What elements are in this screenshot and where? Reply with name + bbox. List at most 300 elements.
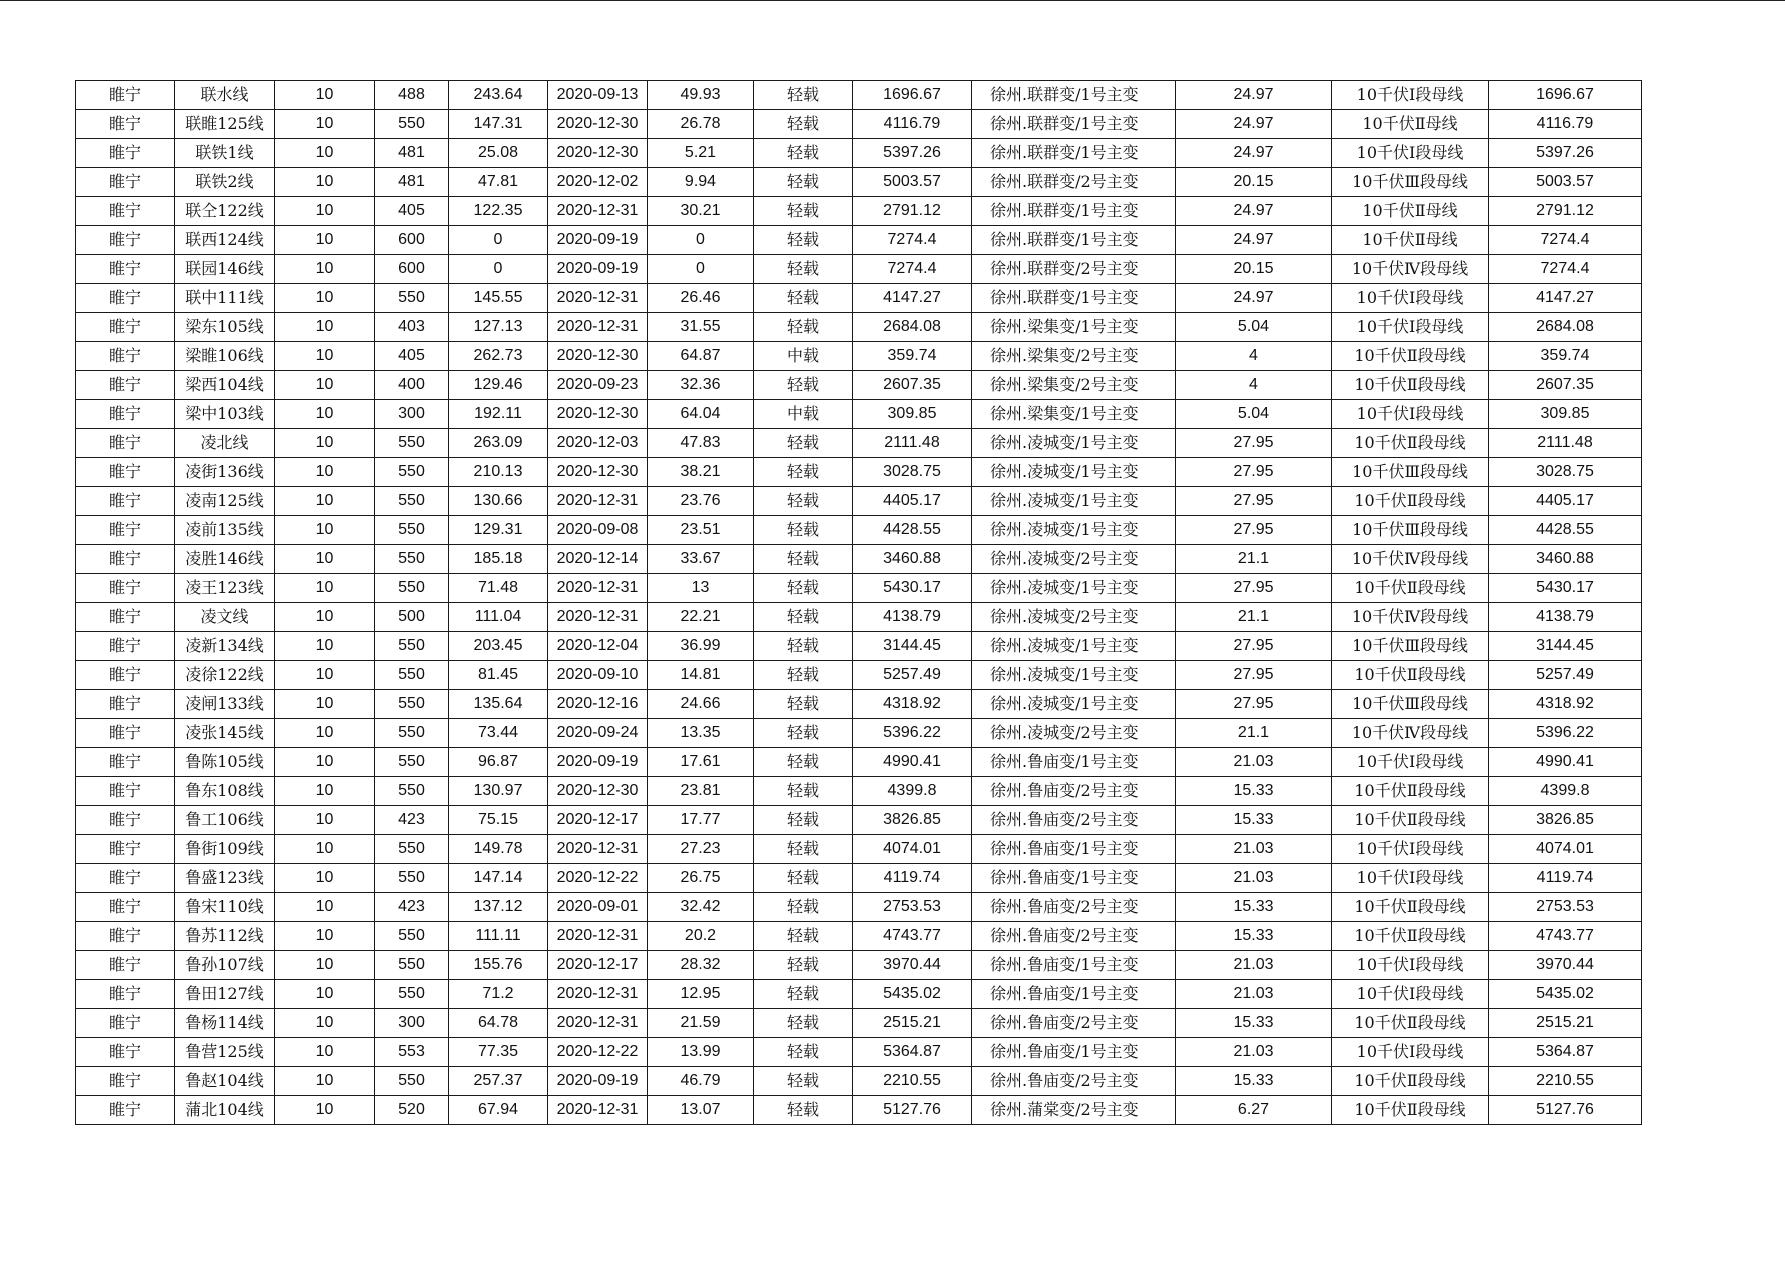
rated-current-cell: 600: [375, 226, 449, 255]
line-name-cell: 梁睢106线: [175, 342, 275, 371]
load-rate-cell: 49.93: [648, 81, 754, 110]
substation-transformer-cell: 徐州.梁集变/1号主变: [972, 313, 1176, 342]
substation-transformer-cell: 徐州.联群变/1号主变: [972, 284, 1176, 313]
max-current-cell: 0: [449, 255, 548, 284]
load-rate-cell: 22.21: [648, 603, 754, 632]
county-cell: 睢宁: [76, 922, 175, 951]
rated-current-cell: 553: [375, 1038, 449, 1067]
rated-current-cell: 550: [375, 922, 449, 951]
substation-transformer-cell: 徐州.鲁庙变/2号主变: [972, 777, 1176, 806]
capacity-cell: 3826.85: [1489, 806, 1642, 835]
line-name-cell: 凌张145线: [175, 719, 275, 748]
load-status-cell: 轻载: [754, 429, 853, 458]
transformer-load-rate-cell: 27.95: [1176, 690, 1332, 719]
load-rate-cell: 26.78: [648, 110, 754, 139]
date-cell: 2020-12-31: [548, 980, 648, 1009]
load-status-cell: 轻载: [754, 922, 853, 951]
substation-transformer-cell: 徐州.梁集变/1号主变: [972, 400, 1176, 429]
load-status-cell: 轻载: [754, 197, 853, 226]
capacity-cell: 2111.48: [1489, 429, 1642, 458]
county-cell: 睢宁: [76, 313, 175, 342]
load-status-cell: 轻载: [754, 1067, 853, 1096]
voltage-cell: 10: [275, 1038, 375, 1067]
date-cell: 2020-12-31: [548, 574, 648, 603]
county-cell: 睢宁: [76, 400, 175, 429]
transformer-load-rate-cell: 27.95: [1176, 429, 1332, 458]
rated-current-cell: 520: [375, 1096, 449, 1125]
county-cell: 睢宁: [76, 284, 175, 313]
transformer-load-rate-cell: 15.33: [1176, 806, 1332, 835]
capacity-cell: 5396.22: [1489, 719, 1642, 748]
transformer-load-rate-cell: 15.33: [1176, 922, 1332, 951]
rated-current-cell: 423: [375, 806, 449, 835]
max-current-cell: 111.04: [449, 603, 548, 632]
transformer-load-rate-cell: 24.97: [1176, 81, 1332, 110]
voltage-cell: 10: [275, 748, 375, 777]
max-current-cell: 111.11: [449, 922, 548, 951]
available-capacity-cell: 7274.4: [853, 255, 972, 284]
date-cell: 2020-12-31: [548, 922, 648, 951]
voltage-cell: 10: [275, 487, 375, 516]
substation-transformer-cell: 徐州.梁集变/2号主变: [972, 371, 1176, 400]
busbar-cell: 10千伏Ⅱ段母线: [1332, 1009, 1489, 1038]
rated-current-cell: 550: [375, 516, 449, 545]
table-row: [76, 516, 1642, 545]
date-cell: 2020-12-31: [548, 487, 648, 516]
available-capacity-cell: 2210.55: [853, 1067, 972, 1096]
busbar-cell: 10千伏Ⅲ段母线: [1332, 168, 1489, 197]
rated-current-cell: 481: [375, 168, 449, 197]
county-cell: 睢宁: [76, 487, 175, 516]
max-current-cell: 130.66: [449, 487, 548, 516]
max-current-cell: 145.55: [449, 284, 548, 313]
date-cell: 2020-09-10: [548, 661, 648, 690]
county-cell: 睢宁: [76, 371, 175, 400]
available-capacity-cell: 5435.02: [853, 980, 972, 1009]
date-cell: 2020-12-31: [548, 197, 648, 226]
county-cell: 睢宁: [76, 835, 175, 864]
available-capacity-cell: 5257.49: [853, 661, 972, 690]
voltage-cell: 10: [275, 110, 375, 139]
busbar-cell: 10千伏Ⅱ段母线: [1332, 777, 1489, 806]
substation-transformer-cell: 徐州.鲁庙变/2号主变: [972, 893, 1176, 922]
capacity-cell: 3028.75: [1489, 458, 1642, 487]
available-capacity-cell: 3028.75: [853, 458, 972, 487]
load-status-cell: 轻载: [754, 632, 853, 661]
busbar-cell: 10千伏Ⅰ段母线: [1332, 951, 1489, 980]
capacity-cell: 2607.35: [1489, 371, 1642, 400]
max-current-cell: 155.76: [449, 951, 548, 980]
line-name-cell: 凌王123线: [175, 574, 275, 603]
load-status-cell: 轻载: [754, 139, 853, 168]
county-cell: 睢宁: [76, 81, 175, 110]
table-row: [76, 284, 1642, 313]
table-row: [76, 661, 1642, 690]
table-row: [76, 1009, 1642, 1038]
date-cell: 2020-12-31: [548, 1096, 648, 1125]
substation-transformer-cell: 徐州.鲁庙变/1号主变: [972, 835, 1176, 864]
available-capacity-cell: 2607.35: [853, 371, 972, 400]
load-rate-cell: 20.2: [648, 922, 754, 951]
date-cell: 2020-12-30: [548, 342, 648, 371]
transformer-load-rate-cell: 24.97: [1176, 226, 1332, 255]
available-capacity-cell: 2515.21: [853, 1009, 972, 1038]
max-current-cell: 130.97: [449, 777, 548, 806]
transformer-load-rate-cell: 27.95: [1176, 632, 1332, 661]
load-status-cell: 轻载: [754, 168, 853, 197]
date-cell: 2020-12-30: [548, 400, 648, 429]
busbar-cell: 10千伏Ⅰ段母线: [1332, 400, 1489, 429]
voltage-cell: 10: [275, 81, 375, 110]
voltage-cell: 10: [275, 429, 375, 458]
rated-current-cell: 488: [375, 81, 449, 110]
line-name-cell: 鲁工106线: [175, 806, 275, 835]
rated-current-cell: 550: [375, 864, 449, 893]
capacity-cell: 1696.67: [1489, 81, 1642, 110]
load-rate-cell: 32.36: [648, 371, 754, 400]
capacity-cell: 4318.92: [1489, 690, 1642, 719]
busbar-cell: 10千伏Ⅰ段母线: [1332, 81, 1489, 110]
busbar-cell: 10千伏Ⅰ段母线: [1332, 835, 1489, 864]
substation-transformer-cell: 徐州.凌城变/1号主变: [972, 632, 1176, 661]
busbar-cell: 10千伏Ⅱ母线: [1332, 197, 1489, 226]
line-name-cell: 鲁孙107线: [175, 951, 275, 980]
load-rate-cell: 13.99: [648, 1038, 754, 1067]
transformer-load-rate-cell: 24.97: [1176, 110, 1332, 139]
substation-transformer-cell: 徐州.鲁庙变/1号主变: [972, 951, 1176, 980]
rated-current-cell: 481: [375, 139, 449, 168]
available-capacity-cell: 3826.85: [853, 806, 972, 835]
county-cell: 睢宁: [76, 516, 175, 545]
substation-transformer-cell: 徐州.鲁庙变/2号主变: [972, 1009, 1176, 1038]
line-name-cell: 鲁苏112线: [175, 922, 275, 951]
county-cell: 睢宁: [76, 690, 175, 719]
voltage-cell: 10: [275, 1096, 375, 1125]
substation-transformer-cell: 徐州.凌城变/1号主变: [972, 574, 1176, 603]
busbar-cell: 10千伏Ⅱ段母线: [1332, 574, 1489, 603]
available-capacity-cell: 4138.79: [853, 603, 972, 632]
rated-current-cell: 550: [375, 284, 449, 313]
transformer-load-rate-cell: 21.03: [1176, 980, 1332, 1009]
transformer-load-rate-cell: 21.03: [1176, 864, 1332, 893]
busbar-cell: 10千伏Ⅱ段母线: [1332, 487, 1489, 516]
feeder-load-table: [75, 80, 1642, 1125]
capacity-cell: 309.85: [1489, 400, 1642, 429]
table-row: [76, 951, 1642, 980]
load-status-cell: 轻载: [754, 574, 853, 603]
load-rate-cell: 26.46: [648, 284, 754, 313]
voltage-cell: 10: [275, 226, 375, 255]
voltage-cell: 10: [275, 632, 375, 661]
rated-current-cell: 400: [375, 371, 449, 400]
max-current-cell: 75.15: [449, 806, 548, 835]
load-status-cell: 轻载: [754, 661, 853, 690]
transformer-load-rate-cell: 24.97: [1176, 284, 1332, 313]
capacity-cell: 3144.45: [1489, 632, 1642, 661]
load-rate-cell: 32.42: [648, 893, 754, 922]
table-row: [76, 81, 1642, 110]
substation-transformer-cell: 徐州.联群变/2号主变: [972, 255, 1176, 284]
busbar-cell: 10千伏Ⅱ段母线: [1332, 342, 1489, 371]
substation-transformer-cell: 徐州.凌城变/1号主变: [972, 458, 1176, 487]
substation-transformer-cell: 徐州.鲁庙变/1号主变: [972, 864, 1176, 893]
load-status-cell: 轻载: [754, 835, 853, 864]
table-row: [76, 603, 1642, 632]
county-cell: 睢宁: [76, 545, 175, 574]
county-cell: 睢宁: [76, 806, 175, 835]
voltage-cell: 10: [275, 284, 375, 313]
substation-transformer-cell: 徐州.凌城变/1号主变: [972, 487, 1176, 516]
transformer-load-rate-cell: 4: [1176, 371, 1332, 400]
line-name-cell: 梁东105线: [175, 313, 275, 342]
available-capacity-cell: 5127.76: [853, 1096, 972, 1125]
substation-transformer-cell: 徐州.凌城变/1号主变: [972, 661, 1176, 690]
load-status-cell: 中载: [754, 400, 853, 429]
transformer-load-rate-cell: 27.95: [1176, 661, 1332, 690]
substation-transformer-cell: 徐州.鲁庙变/2号主变: [972, 1067, 1176, 1096]
load-rate-cell: 14.81: [648, 661, 754, 690]
busbar-cell: 10千伏Ⅱ段母线: [1332, 371, 1489, 400]
line-name-cell: 鲁东108线: [175, 777, 275, 806]
load-status-cell: 轻载: [754, 110, 853, 139]
load-rate-cell: 31.55: [648, 313, 754, 342]
table-row: [76, 864, 1642, 893]
capacity-cell: 359.74: [1489, 342, 1642, 371]
line-name-cell: 凌南125线: [175, 487, 275, 516]
voltage-cell: 10: [275, 864, 375, 893]
capacity-cell: 4990.41: [1489, 748, 1642, 777]
load-rate-cell: 64.04: [648, 400, 754, 429]
substation-transformer-cell: 徐州.凌城变/2号主变: [972, 545, 1176, 574]
line-name-cell: 鲁田127线: [175, 980, 275, 1009]
voltage-cell: 10: [275, 777, 375, 806]
rated-current-cell: 550: [375, 980, 449, 1009]
load-status-cell: 轻载: [754, 748, 853, 777]
substation-transformer-cell: 徐州.凌城变/2号主变: [972, 719, 1176, 748]
busbar-cell: 10千伏Ⅳ段母线: [1332, 255, 1489, 284]
county-cell: 睢宁: [76, 458, 175, 487]
date-cell: 2020-12-31: [548, 1009, 648, 1038]
county-cell: 睢宁: [76, 980, 175, 1009]
available-capacity-cell: 3144.45: [853, 632, 972, 661]
table-row: [76, 835, 1642, 864]
date-cell: 2020-12-30: [548, 777, 648, 806]
date-cell: 2020-09-19: [548, 748, 648, 777]
substation-transformer-cell: 徐州.鲁庙变/1号主变: [972, 1038, 1176, 1067]
busbar-cell: 10千伏Ⅰ段母线: [1332, 313, 1489, 342]
busbar-cell: 10千伏Ⅳ段母线: [1332, 545, 1489, 574]
county-cell: 睢宁: [76, 1067, 175, 1096]
busbar-cell: 10千伏Ⅱ母线: [1332, 110, 1489, 139]
load-rate-cell: 13.07: [648, 1096, 754, 1125]
transformer-load-rate-cell: 24.97: [1176, 197, 1332, 226]
transformer-load-rate-cell: 21.1: [1176, 603, 1332, 632]
busbar-cell: 10千伏Ⅳ段母线: [1332, 719, 1489, 748]
rated-current-cell: 550: [375, 719, 449, 748]
table-row: [76, 313, 1642, 342]
county-cell: 睢宁: [76, 777, 175, 806]
available-capacity-cell: 5397.26: [853, 139, 972, 168]
voltage-cell: 10: [275, 951, 375, 980]
max-current-cell: 0: [449, 226, 548, 255]
rated-current-cell: 550: [375, 487, 449, 516]
busbar-cell: 10千伏Ⅰ段母线: [1332, 284, 1489, 313]
line-name-cell: 联园146线: [175, 255, 275, 284]
voltage-cell: 10: [275, 516, 375, 545]
date-cell: 2020-09-01: [548, 893, 648, 922]
transformer-load-rate-cell: 27.95: [1176, 487, 1332, 516]
table-row: [76, 922, 1642, 951]
rated-current-cell: 550: [375, 951, 449, 980]
voltage-cell: 10: [275, 893, 375, 922]
transformer-load-rate-cell: 27.95: [1176, 574, 1332, 603]
line-name-cell: 凌前135线: [175, 516, 275, 545]
max-current-cell: 122.35: [449, 197, 548, 226]
county-cell: 睢宁: [76, 255, 175, 284]
voltage-cell: 10: [275, 719, 375, 748]
available-capacity-cell: 2753.53: [853, 893, 972, 922]
load-rate-cell: 38.21: [648, 458, 754, 487]
date-cell: 2020-12-31: [548, 835, 648, 864]
load-status-cell: 轻载: [754, 719, 853, 748]
transformer-load-rate-cell: 15.33: [1176, 1067, 1332, 1096]
rated-current-cell: 550: [375, 1067, 449, 1096]
table-row: [76, 1038, 1642, 1067]
date-cell: 2020-12-31: [548, 313, 648, 342]
rated-current-cell: 550: [375, 661, 449, 690]
voltage-cell: 10: [275, 545, 375, 574]
table-row: [76, 748, 1642, 777]
county-cell: 睢宁: [76, 864, 175, 893]
capacity-cell: 2515.21: [1489, 1009, 1642, 1038]
load-status-cell: 轻载: [754, 545, 853, 574]
line-name-cell: 联中111线: [175, 284, 275, 313]
line-name-cell: 联西124线: [175, 226, 275, 255]
county-cell: 睢宁: [76, 139, 175, 168]
busbar-cell: 10千伏Ⅳ段母线: [1332, 603, 1489, 632]
line-name-cell: 联铁2线: [175, 168, 275, 197]
capacity-cell: 2753.53: [1489, 893, 1642, 922]
line-name-cell: 鲁街109线: [175, 835, 275, 864]
rated-current-cell: 300: [375, 400, 449, 429]
max-current-cell: 257.37: [449, 1067, 548, 1096]
county-cell: 睢宁: [76, 893, 175, 922]
available-capacity-cell: 4119.74: [853, 864, 972, 893]
capacity-cell: 3460.88: [1489, 545, 1642, 574]
voltage-cell: 10: [275, 603, 375, 632]
max-current-cell: 71.2: [449, 980, 548, 1009]
busbar-cell: 10千伏Ⅱ段母线: [1332, 1096, 1489, 1125]
substation-transformer-cell: 徐州.凌城变/2号主变: [972, 603, 1176, 632]
capacity-cell: 4138.79: [1489, 603, 1642, 632]
max-current-cell: 147.31: [449, 110, 548, 139]
available-capacity-cell: 309.85: [853, 400, 972, 429]
load-rate-cell: 12.95: [648, 980, 754, 1009]
date-cell: 2020-12-30: [548, 139, 648, 168]
max-current-cell: 243.64: [449, 81, 548, 110]
table-row: [76, 545, 1642, 574]
voltage-cell: 10: [275, 980, 375, 1009]
max-current-cell: 135.64: [449, 690, 548, 719]
available-capacity-cell: 4116.79: [853, 110, 972, 139]
table-row: [76, 110, 1642, 139]
date-cell: 2020-12-02: [548, 168, 648, 197]
load-rate-cell: 23.76: [648, 487, 754, 516]
county-cell: 睢宁: [76, 110, 175, 139]
capacity-cell: 4116.79: [1489, 110, 1642, 139]
busbar-cell: 10千伏Ⅲ段母线: [1332, 516, 1489, 545]
busbar-cell: 10千伏Ⅰ段母线: [1332, 1038, 1489, 1067]
busbar-cell: 10千伏Ⅰ段母线: [1332, 980, 1489, 1009]
line-name-cell: 蒲北104线: [175, 1096, 275, 1125]
max-current-cell: 149.78: [449, 835, 548, 864]
busbar-cell: 10千伏Ⅰ段母线: [1332, 139, 1489, 168]
line-name-cell: 凌北线: [175, 429, 275, 458]
busbar-cell: 10千伏Ⅲ段母线: [1332, 690, 1489, 719]
substation-transformer-cell: 徐州.鲁庙变/1号主变: [972, 980, 1176, 1009]
date-cell: 2020-09-08: [548, 516, 648, 545]
line-name-cell: 联仝122线: [175, 197, 275, 226]
table-row: [76, 458, 1642, 487]
capacity-cell: 2210.55: [1489, 1067, 1642, 1096]
load-rate-cell: 47.83: [648, 429, 754, 458]
transformer-load-rate-cell: 21.1: [1176, 719, 1332, 748]
date-cell: 2020-09-24: [548, 719, 648, 748]
date-cell: 2020-09-19: [548, 226, 648, 255]
available-capacity-cell: 4428.55: [853, 516, 972, 545]
table-row: [76, 719, 1642, 748]
load-status-cell: 轻载: [754, 806, 853, 835]
substation-transformer-cell: 徐州.联群变/1号主变: [972, 197, 1176, 226]
max-current-cell: 71.48: [449, 574, 548, 603]
substation-transformer-cell: 徐州.鲁庙变/2号主变: [972, 922, 1176, 951]
line-name-cell: 凌闸133线: [175, 690, 275, 719]
table-row: [76, 806, 1642, 835]
substation-transformer-cell: 徐州.联群变/1号主变: [972, 139, 1176, 168]
load-rate-cell: 33.67: [648, 545, 754, 574]
line-name-cell: 联铁1线: [175, 139, 275, 168]
table-row: [76, 574, 1642, 603]
table-row: [76, 1096, 1642, 1125]
load-status-cell: 轻载: [754, 516, 853, 545]
load-rate-cell: 26.75: [648, 864, 754, 893]
rated-current-cell: 550: [375, 110, 449, 139]
transformer-load-rate-cell: 27.95: [1176, 516, 1332, 545]
load-rate-cell: 23.81: [648, 777, 754, 806]
load-status-cell: 轻载: [754, 284, 853, 313]
load-status-cell: 轻载: [754, 777, 853, 806]
table-row: [76, 980, 1642, 1009]
capacity-cell: 4428.55: [1489, 516, 1642, 545]
date-cell: 2020-12-30: [548, 110, 648, 139]
capacity-cell: 5397.26: [1489, 139, 1642, 168]
table-row: [76, 371, 1642, 400]
transformer-load-rate-cell: 24.97: [1176, 139, 1332, 168]
rated-current-cell: 403: [375, 313, 449, 342]
date-cell: 2020-12-03: [548, 429, 648, 458]
max-current-cell: 262.73: [449, 342, 548, 371]
transformer-load-rate-cell: 6.27: [1176, 1096, 1332, 1125]
substation-transformer-cell: 徐州.联群变/2号主变: [972, 168, 1176, 197]
load-status-cell: 轻载: [754, 487, 853, 516]
rated-current-cell: 550: [375, 632, 449, 661]
rated-current-cell: 550: [375, 574, 449, 603]
load-rate-cell: 9.94: [648, 168, 754, 197]
county-cell: 睢宁: [76, 226, 175, 255]
transformer-load-rate-cell: 21.1: [1176, 545, 1332, 574]
table-row: [76, 168, 1642, 197]
voltage-cell: 10: [275, 1067, 375, 1096]
